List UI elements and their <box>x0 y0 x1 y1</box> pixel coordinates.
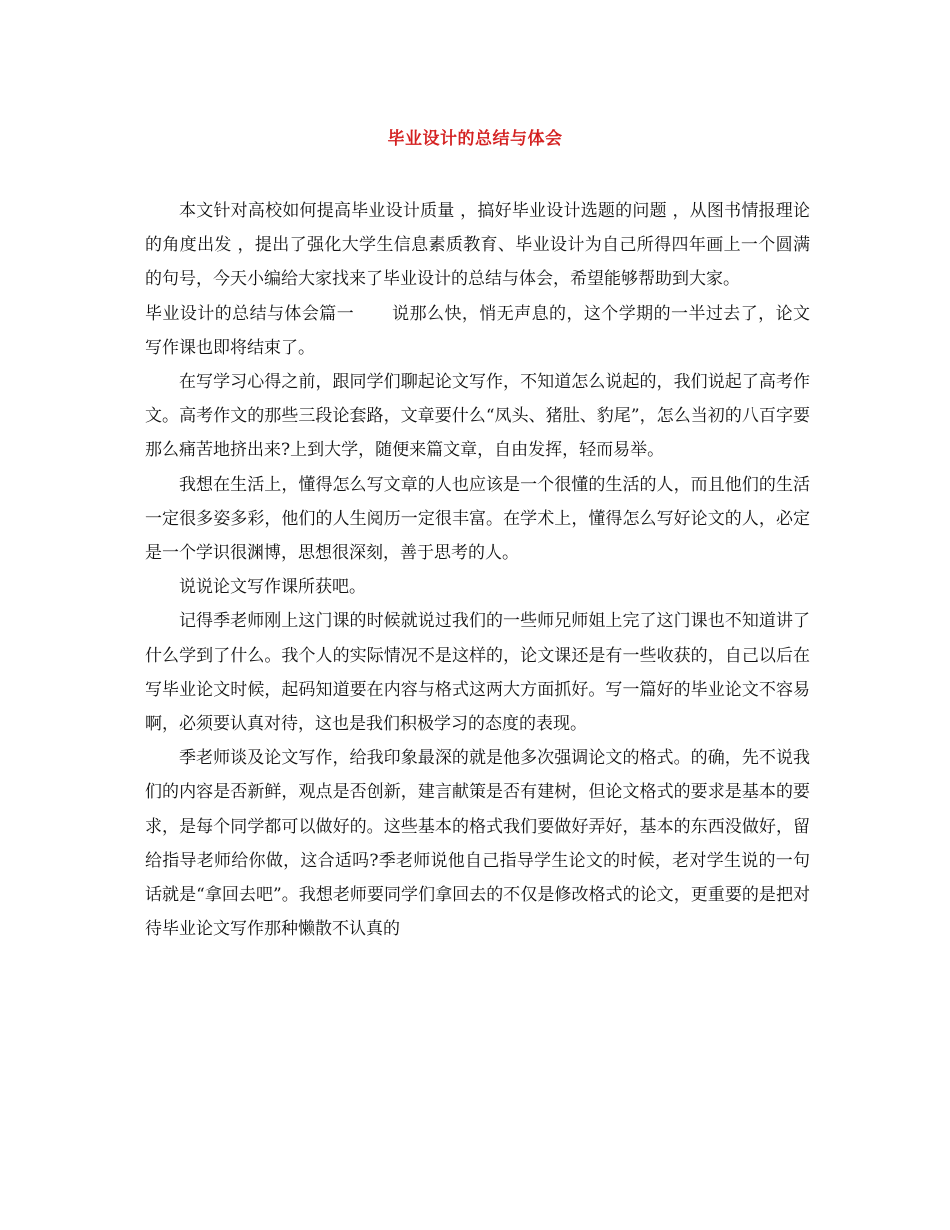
body-paragraph: 在写学习心得之前，跟同学们聊起论文写作，不知道怎么说起的，我们说起了高考作文。高考作文的那些三段论套路，文章要什么“凤头、猪肚、豹尾”，怎么当初的八百字要那么痛苦地挤出来?上到大学，随便来篇文章，自由发挥，轻而易举。 <box>145 372 810 461</box>
body-paragraph: 季老师谈及论文写作，给我印象最深的就是他多次强调论文的格式。的确，先不说我们的内容是否新鲜，观点是否创新，建言献策是否有建树，但论文格式的要求是基本的要求，是每个同学都可以做好的。这些基本的格式我们要做好弄好，基本的东西没做好，留给指导老师给你做，这合适吗?季老师说他自己指导学生论文的时候，老对学生说的一句话就是“拿回去吧”。我想老师要同学们拿回去的不仅是修改格式的论文，更重要的是把对待毕业论文写作那种懒散不认真的 <box>145 748 810 940</box>
body-paragraph: 说说论文写作课所获吧。 <box>179 577 366 598</box>
section-one-paragraph <box>145 297 810 365</box>
section-one-label: 毕业设计的总结与体会篇一 <box>145 303 355 324</box>
intro-paragraph: 本文针对高校如何提高毕业设计质量 ，搞好毕业设计选题的问题 ，从图书情报理论的角度出发 ，提出了强化大学生信息素质教育、毕业设计为自己所得四年画上一个圆满的句号，今天小编给大家找来了毕业设计的总结与体会，希望能够帮助到大家。 <box>145 201 810 290</box>
document-body <box>145 194 810 946</box>
body-paragraph: 我想在生活上，懂得怎么写文章的人也应该是一个很懂的生活的人，而且他们的生活一定很多姿多彩，他们的人生阅历一定很丰富。在学术上，懂得怎么写好论文的人，必定是一个学识很渊博，思想很深刻，善于思考的人。 <box>145 474 810 564</box>
body-paragraph: 记得季老师刚上这门课的时候就说过我们的一些师兄师姐上完了这门课也不知道讲了什么学到了什么。我个人的实际情况不是这样的，论文课还是有一些收获的，自己以后在写毕业论文时候，起码知道要在内容与格式这两大方面抓好。写一篇好的毕业论文不容易啊，必须要认真对待，这也是我们积极学习的态度的表现。 <box>145 611 810 735</box>
section-one-text: 说那么快，悄无声息的，这个学期的一半过去了，论文写作课也即将结束了。 <box>145 303 811 358</box>
document-title: 毕业设计的总结与体会 <box>387 129 563 149</box>
